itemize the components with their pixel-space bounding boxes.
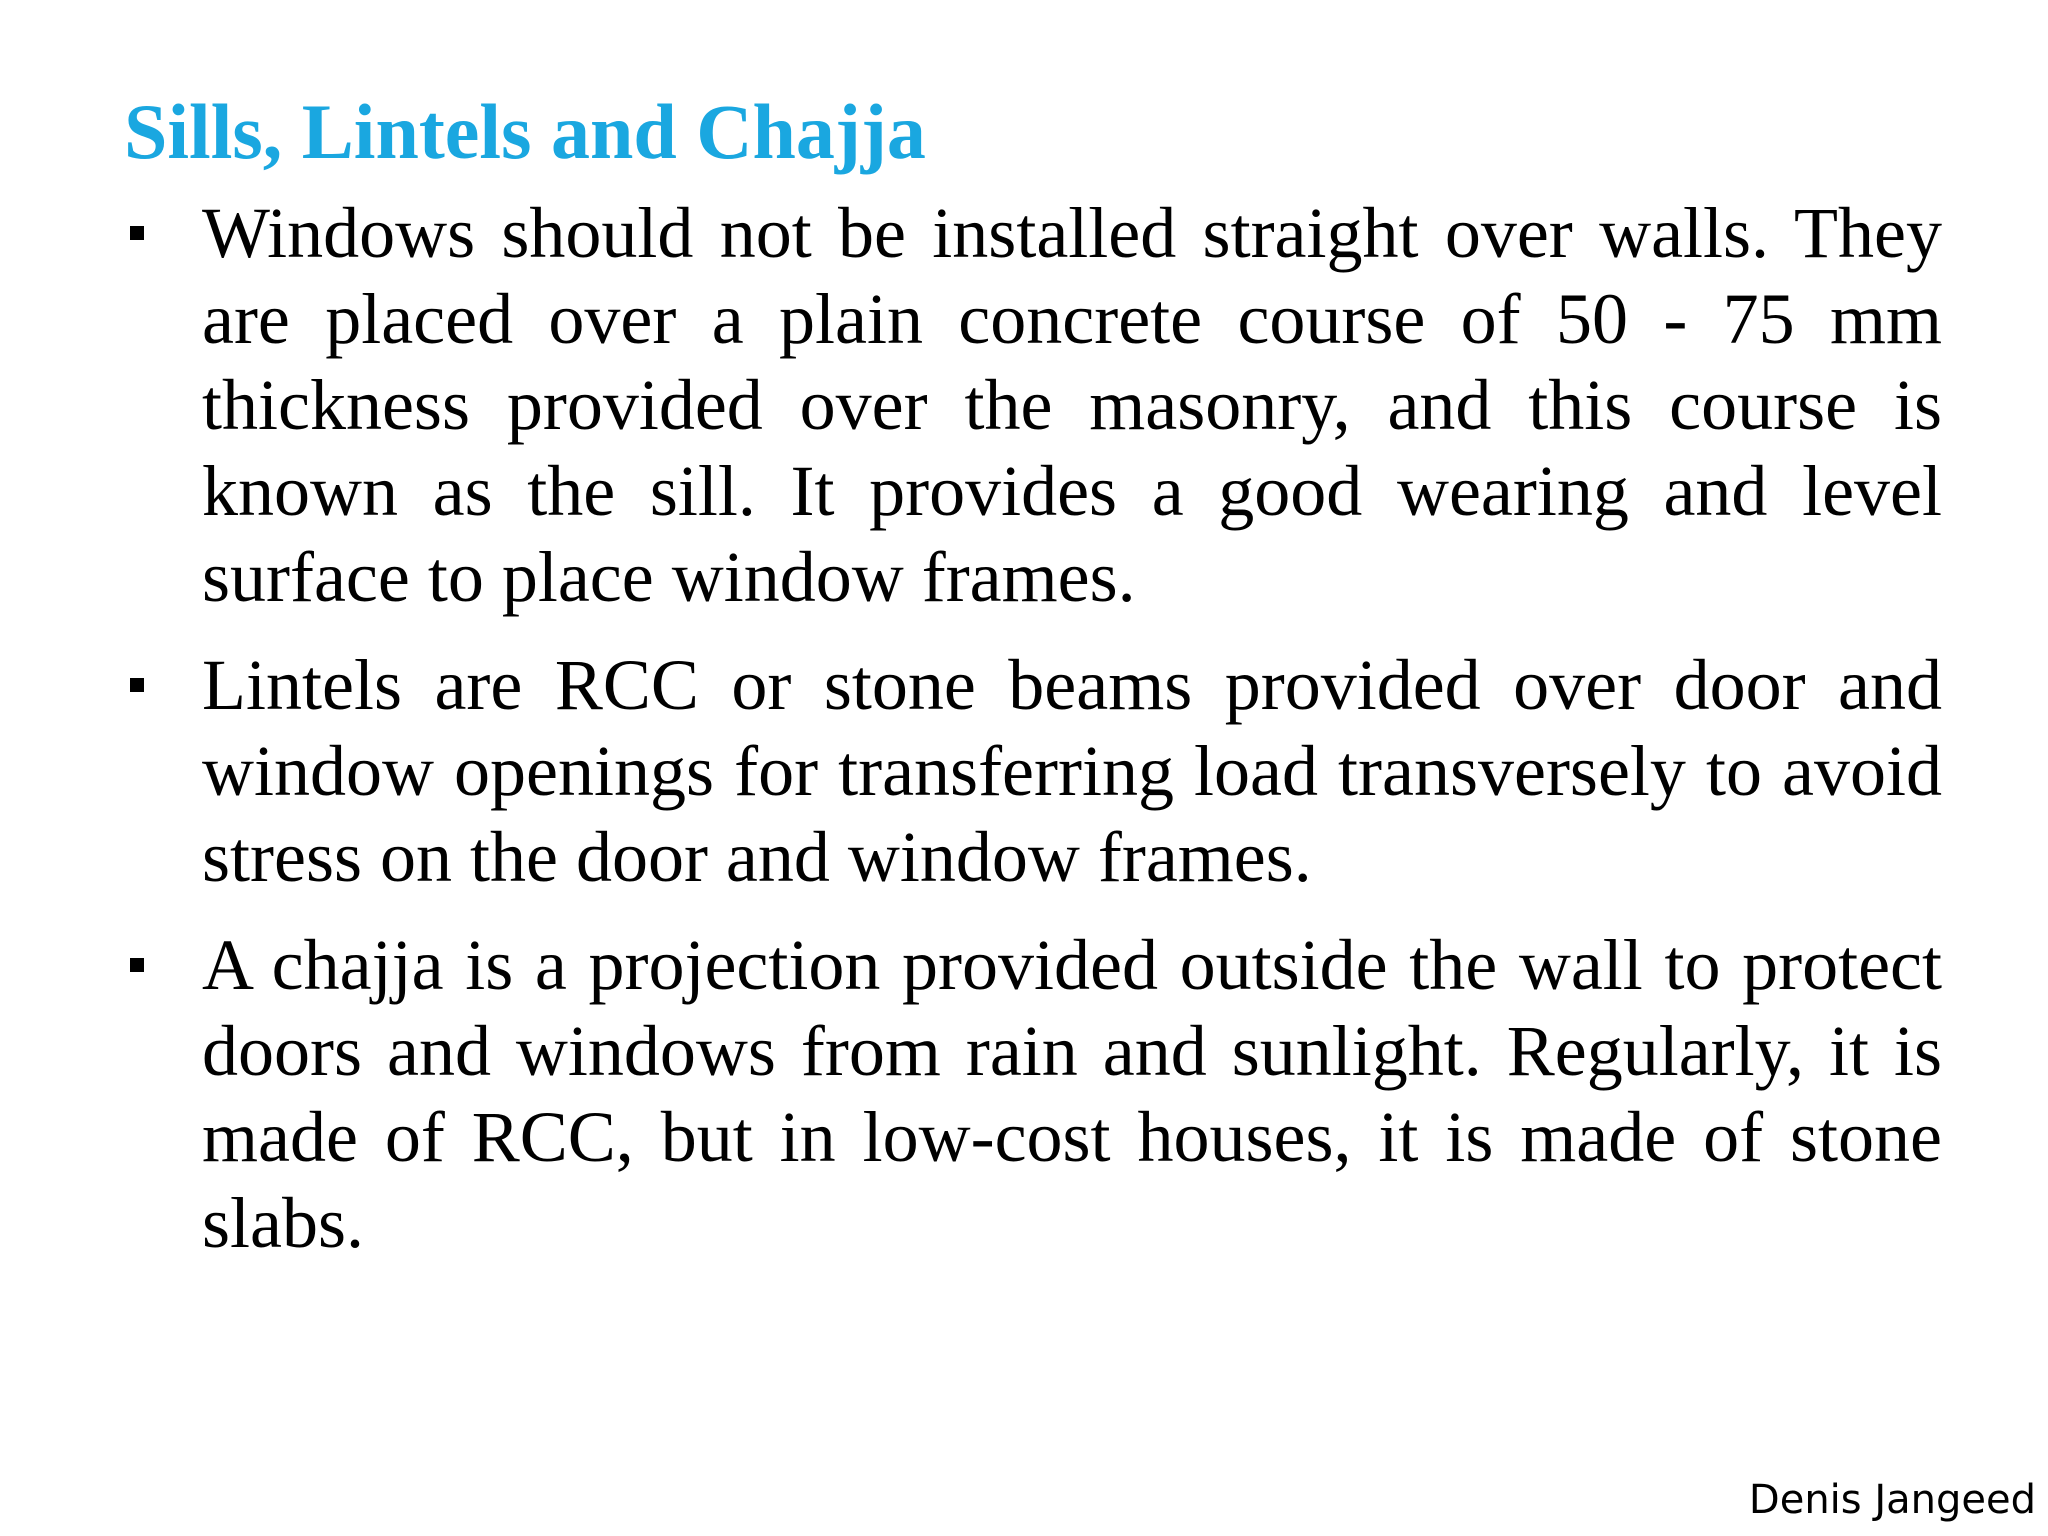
bullet-list — [124, 190, 1942, 1288]
square-bullet-icon — [130, 226, 144, 240]
slide-title: Sills, Lintels and Chajja — [124, 88, 926, 175]
bullet-text: Lintels are RCC or stone beams provided over door and window openings for transferring load transversely to avoid stress on the door and window frames. — [202, 645, 1942, 897]
square-bullet-icon — [130, 678, 144, 692]
bullet-item-lintels — [124, 642, 1942, 900]
bullet-text: Windows should not be installed straight over walls. They are placed over a plain concrete course of 50 - 75 mm thickness provided over the masonry, and this course is known as the sill. It provides a good wearing and level surface to place window frames. — [202, 193, 1942, 617]
square-bullet-icon — [130, 958, 144, 972]
bullet-item-chajja — [124, 922, 1942, 1266]
author-credit: Denis Jangeed — [1748, 1477, 2036, 1523]
bullet-item-sills — [124, 190, 1942, 620]
bullet-text: A chajja is a projection provided outside the wall to protect doors and windows from rain and sunlight. Regularly, it is made of RCC, but in low-cost houses, it is made of stone slabs. — [202, 925, 1942, 1263]
